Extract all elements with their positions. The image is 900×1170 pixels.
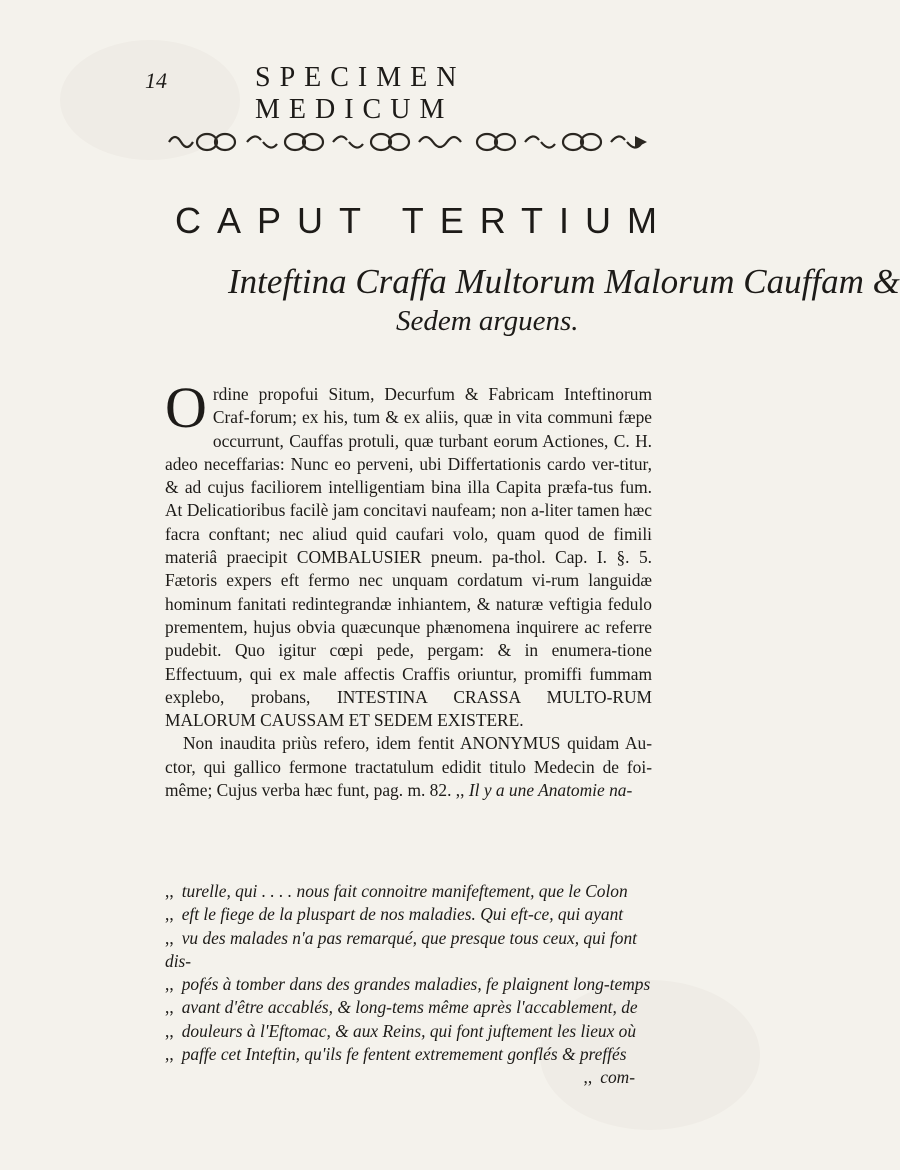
quote-line: ,, pofés à tomber dans des grandes maladies, fe plaignent long-temps xyxy=(165,974,651,995)
quote-mark: ,, xyxy=(455,780,465,801)
quote-line: ,, avant d'être accablés, & long-tems même après l'accablement, de xyxy=(165,997,638,1018)
quote-line: ,, paffe cet Inteftin, qu'ils fe fentent extremement gonflés & preffés xyxy=(165,1044,627,1065)
quote-line: Il y a une Anatomie na- xyxy=(468,780,633,801)
quote-line: ,, vu des malades n'a pas remarqué, que presque tous ceux, qui font dis- xyxy=(165,927,638,971)
quote-line: ,, douleurs à l'Eftomac, & aux Reins, qui font juftement les lieux où xyxy=(165,1020,637,1041)
chapter-title: CAPUT TERTIUM xyxy=(175,200,674,241)
running-title: SPECIMEN MEDICUM xyxy=(255,62,466,125)
paragraph: rdine propofui Situm, Decurfum & Fabricam Inteftinorum Craf-forum; ex his, tum & ex aliis, quæ in vita communi fæpe occurrunt, Cauffas protuli, quæ turbant eorum Actiones, C. H. adeo neceffarias: Nunc eo perveni, ubi Differtationis cardo ver-titur, & ad cujus faciliorem intelligentiam bina illa Capita præfa-tus fum. At Delicatioribus facilè jam concitavi naufeam; non a-liter tamen hæc facra conftant; nec aliud quid caufari volo, quam quod de fimili materiâ praecipit COMBALUSIER pneum. pa-thol. Cap. I. §. 5. Fætoris expers eft fermo nec unquam cordatum vi-rum languidæ hominum fanitati redintegrandæ inhiantem, & naturæ veftigia fedulo prementem, hujus obvia quæcunque phænomena inquirere ac referre pudebit. Quo igitur cœpi pede, pergam: & in enumera-tione Effectuum, qui ex male affectis Craffis oriuntur, promiffi fummam explebo, probans, INTESTINA CRASSA MULTO-RUM MALORUM CAUSSAM ET SEDEM EXISTERE. xyxy=(165,384,652,731)
page-number: 14 xyxy=(145,68,167,93)
ornament-band xyxy=(165,128,650,156)
quote-line: ,, com- xyxy=(583,1067,635,1088)
quote-line: ,, eft le fiege de la pluspart de nos maladies. Qui eft-ce, qui ayant xyxy=(165,904,624,925)
drop-cap: O xyxy=(165,375,207,440)
quote-block xyxy=(165,880,655,1090)
chapter-subtitle-continued: Sedem arguens. xyxy=(396,305,579,337)
running-head xyxy=(0,62,800,125)
chapter-subtitle: Inteftina Craffa Multorum Malorum Cauffam & xyxy=(228,262,900,301)
main-text xyxy=(165,375,652,802)
quote-line: ,, turelle, qui . . . . nous fait connoitre manifeftement, que le Colon xyxy=(165,881,628,901)
paragraph: Non inaudita priùs refero, idem fentit ANONYMUS quidam Au-ctor, qui gallico fermone tractatulum edidit titulo Medecin de foi-même; Cujus verba hæc funt, pag. m. 82. xyxy=(165,733,652,801)
